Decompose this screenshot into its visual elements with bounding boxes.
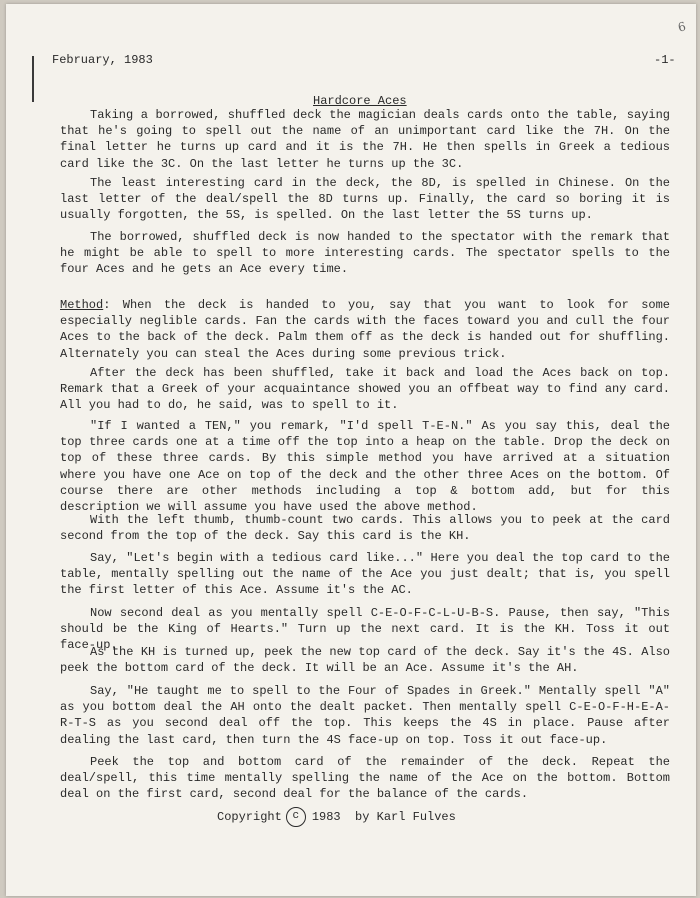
- paragraph-3: The borrowed, shuffled deck is now handed to the spectator with the remark that he might be able to spell to more interesting cards. The spectator spells to the four Aces and he gets an Ace every time.: [60, 230, 670, 277]
- method-label: Method: [60, 298, 104, 312]
- handwritten-note: 6: [676, 19, 688, 35]
- paragraph-5: After the deck has been shuffled, take it back and load the Aces back on top. Remark that a Greek of your acquaintance showed you an offbeat way to find any card. All you had to do, he said, was to spell to it.: [60, 366, 670, 413]
- copyright-line: [217, 807, 456, 827]
- paragraph-method: [60, 297, 670, 362]
- paragraph-10: As the KH is turned up, peek the new top card of the deck. Say it's the 4S. Also peek the bottom card of the deck. It will be an Ace. Assume it's the AH.: [60, 645, 670, 676]
- paragraph-11: Say, "He taught me to spell to the Four of Spades in Greek." Mentally spell "A" as you bottom deal the AH onto the dealt packet. Then mentally spell C-E-O-F-H-E-A-R-T-S as you second deal off the top. This keeps the 4S in place. Pause after dealing the last card, then turn the 4S face-up on top. Toss it out face-up.: [60, 684, 670, 747]
- paragraph-2: The least interesting card in the deck, the 8D, is spelled in Chinese. On the last letter of the deal/spell the 8D turns up. Finally, the card so boring it is usually forgotten, the 5S, is spelled. On the last letter the 5S turns up.: [60, 176, 670, 223]
- page-number: -1-: [654, 53, 676, 67]
- paragraph-9: Now second deal as you mentally spell C-E-O-F-C-L-U-B-S. Pause, then say, "This should be the King of Hearts." Turn up the next card. It is the KH. Toss it out face-up.: [60, 606, 670, 653]
- paragraph-6: "If I wanted a TEN," you remark, "I'd spell T-E-N." As you say this, deal the top three cards one at a time off the top into a heap on the table. Drop the deck on top of these three cards. By this simple method you have arrived at a situation where you have one Ace on top of the deck and the other three Aces on the bottom. Of course there are other methods including a top & bottom add, but for this description we will assume you have used the above method.: [60, 419, 670, 515]
- copyright-symbol-icon: c: [286, 807, 306, 827]
- header-date: February, 1983: [52, 53, 153, 67]
- margin-pencil-mark: [32, 56, 34, 102]
- copyright-year-author: 1983 by Karl Fulves: [311, 810, 456, 824]
- paragraph-1: Taking a borrowed, shuffled deck the magician deals cards onto the table, saying that he's going to spell out the name of an unimportant card like the 7H. On the final letter he turns up card and it is the 7H. He then spells in Greek a tedious card like the 3C. On the last letter he turns up the 3C.: [60, 108, 670, 171]
- document-page: [6, 4, 696, 896]
- method-text: : When the deck is handed to you, say that you want to look for some especially neglible cards. Fan the cards with the faces toward you and cull the four Aces to the back of the deck. Palm them off as the deck is handed out for shuffling. Alternately you can steal the Aces during some previous trick.: [60, 298, 670, 361]
- copyright-label: Copyright: [217, 810, 282, 824]
- paragraph-12: Peek the top and bottom card of the remainder of the deck. Repeat the deal/spell, this time mentally spelling the name of the Ace on the bottom. Bottom deal on the first card, second deal for the balance of the cards.: [60, 755, 670, 802]
- document-title: Hardcore Aces: [313, 94, 407, 108]
- paragraph-7: With the left thumb, thumb-count two cards. This allows you to peek at the card second from the top of the deck. Say this card is the KH.: [60, 513, 670, 544]
- paragraph-8: Say, "Let's begin with a tedious card like..." Here you deal the top card to the table, mentally spelling out the name of the Ace you just dealt; that is, you spell the first letter of this Ace. Assume it's the AC.: [60, 551, 670, 598]
